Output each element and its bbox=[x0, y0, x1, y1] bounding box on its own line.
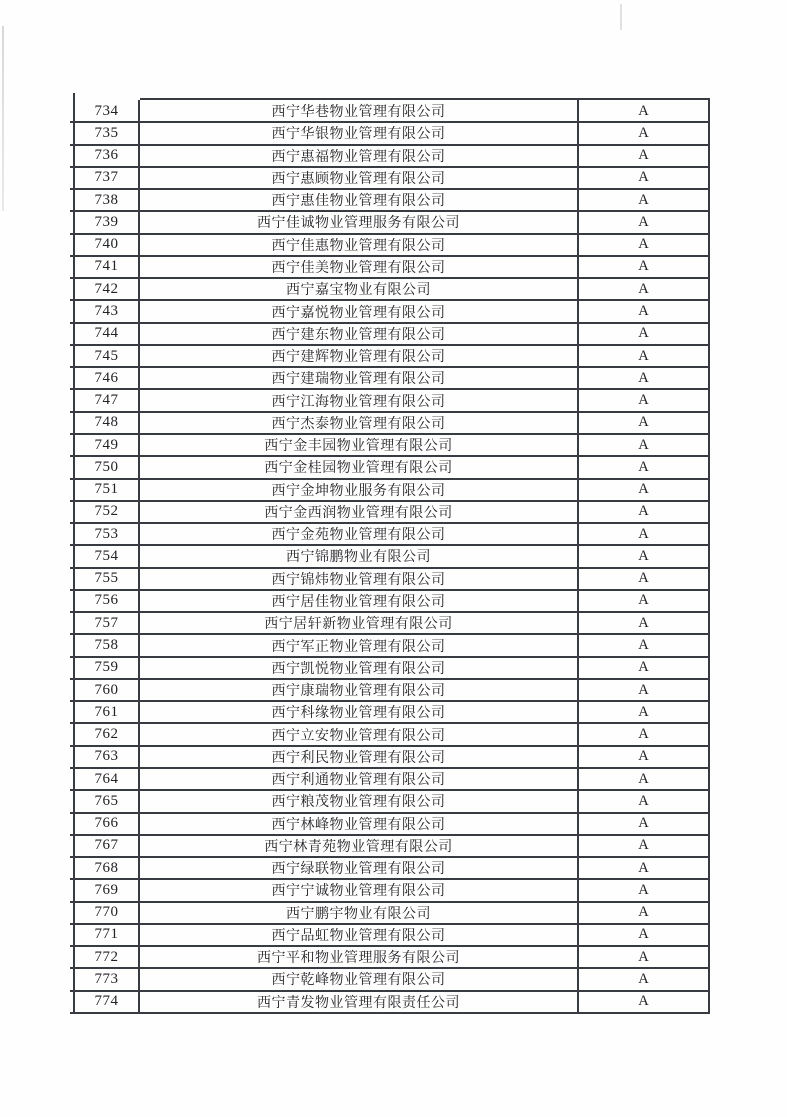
company-name: 西宁江海物业管理有限公司 bbox=[271, 394, 446, 410]
table-row bbox=[73, 100, 710, 122]
company-name: 西宁品虹物业管理有限公司 bbox=[271, 928, 446, 944]
grade-value: A bbox=[577, 122, 710, 144]
grade-value: A bbox=[577, 256, 710, 278]
table-rows bbox=[73, 100, 710, 1013]
company-name: 西宁佳美物业管理有限公司 bbox=[271, 260, 446, 276]
grade-value: A bbox=[577, 300, 710, 322]
row-number: 754 bbox=[73, 545, 140, 567]
grade-value: A bbox=[577, 768, 710, 790]
row-number: 738 bbox=[73, 189, 140, 211]
company-name: 西宁惠佳物业管理有限公司 bbox=[271, 194, 446, 210]
grade-value: A bbox=[577, 501, 710, 523]
grade-value: A bbox=[577, 612, 710, 634]
table-row bbox=[73, 145, 710, 167]
grade-value: A bbox=[577, 545, 710, 567]
grade-value: A bbox=[577, 145, 710, 167]
grade-value: A bbox=[577, 189, 710, 211]
company-name: 西宁鹏宇物业有限公司 bbox=[286, 906, 431, 922]
table-row bbox=[73, 189, 710, 211]
company-name: 西宁金坤物业服务有限公司 bbox=[271, 483, 446, 499]
row-number: 734 bbox=[73, 100, 140, 122]
company-name: 西宁金丰园物业管理有限公司 bbox=[264, 439, 453, 455]
row-number: 762 bbox=[73, 723, 140, 745]
table-row bbox=[73, 946, 710, 968]
company-name: 西宁建东物业管理有限公司 bbox=[271, 327, 446, 343]
table-row bbox=[73, 879, 710, 901]
company-name: 西宁乾峰物业管理有限公司 bbox=[271, 973, 446, 989]
grade-value: A bbox=[577, 924, 710, 946]
company-name: 西宁军正物业管理有限公司 bbox=[271, 639, 446, 655]
row-number: 741 bbox=[73, 256, 140, 278]
company-name: 西宁金苑物业管理有限公司 bbox=[271, 528, 446, 544]
company-name: 西宁粮茂物业管理有限公司 bbox=[271, 795, 446, 811]
company-name: 西宁金桂园物业管理有限公司 bbox=[264, 461, 453, 477]
table-row bbox=[73, 345, 710, 367]
row-number: 759 bbox=[73, 657, 140, 679]
table-row bbox=[73, 479, 710, 501]
company-name: 西宁绿联物业管理有限公司 bbox=[271, 862, 446, 878]
table-row bbox=[73, 456, 710, 478]
row-number: 766 bbox=[73, 813, 140, 835]
row-number: 737 bbox=[73, 167, 140, 189]
row-number: 760 bbox=[73, 679, 140, 701]
row-number: 745 bbox=[73, 345, 140, 367]
row-number: 772 bbox=[73, 946, 140, 968]
grade-value: A bbox=[577, 835, 710, 857]
row-number: 773 bbox=[73, 968, 140, 990]
row-number: 767 bbox=[73, 835, 140, 857]
company-name: 西宁建辉物业管理有限公司 bbox=[271, 350, 446, 366]
company-name: 西宁惠福物业管理有限公司 bbox=[271, 149, 446, 165]
row-number: 765 bbox=[73, 790, 140, 812]
table-row bbox=[73, 256, 710, 278]
company-name: 西宁林峰物业管理有限公司 bbox=[271, 817, 446, 833]
row-number: 748 bbox=[73, 412, 140, 434]
table-row bbox=[73, 122, 710, 144]
company-name: 西宁青发物业管理有限责任公司 bbox=[257, 995, 460, 1011]
table-row bbox=[73, 813, 710, 835]
grade-value: A bbox=[577, 367, 710, 389]
row-number: 751 bbox=[73, 479, 140, 501]
grade-value: A bbox=[577, 701, 710, 723]
table-row bbox=[73, 768, 710, 790]
row-number: 750 bbox=[73, 456, 140, 478]
grade-value: A bbox=[577, 211, 710, 233]
row-number: 756 bbox=[73, 590, 140, 612]
table-row bbox=[73, 323, 710, 345]
grade-value: A bbox=[577, 723, 710, 745]
table-row bbox=[73, 746, 710, 768]
table-row bbox=[73, 300, 710, 322]
company-name: 西宁利民物业管理有限公司 bbox=[271, 750, 446, 766]
table-row bbox=[73, 612, 710, 634]
grade-value: A bbox=[577, 590, 710, 612]
company-name: 西宁惠顾物业管理有限公司 bbox=[271, 171, 446, 187]
company-name: 西宁利通物业管理有限公司 bbox=[271, 773, 446, 789]
table-row bbox=[73, 167, 710, 189]
table-row bbox=[73, 657, 710, 679]
table-row bbox=[73, 389, 710, 411]
grade-value: A bbox=[577, 857, 710, 879]
company-name: 西宁佳惠物业管理有限公司 bbox=[271, 238, 446, 254]
row-number: 743 bbox=[73, 300, 140, 322]
grade-value: A bbox=[577, 746, 710, 768]
table-row bbox=[73, 278, 710, 300]
grade-value: A bbox=[577, 167, 710, 189]
table-row bbox=[73, 523, 710, 545]
row-number: 770 bbox=[73, 902, 140, 924]
grade-value: A bbox=[577, 879, 710, 901]
grade-value: A bbox=[577, 813, 710, 835]
table-row bbox=[73, 501, 710, 523]
row-number: 757 bbox=[73, 612, 140, 634]
company-name: 西宁凯悦物业管理有限公司 bbox=[271, 661, 446, 677]
table-row bbox=[73, 991, 710, 1013]
row-number: 771 bbox=[73, 924, 140, 946]
grade-value: A bbox=[577, 679, 710, 701]
table-row bbox=[73, 545, 710, 567]
grade-value: A bbox=[577, 568, 710, 590]
table-row bbox=[73, 902, 710, 924]
grade-value: A bbox=[577, 412, 710, 434]
table-row bbox=[73, 924, 710, 946]
company-name: 西宁锦鹏物业有限公司 bbox=[286, 550, 431, 566]
company-name: 西宁平和物业管理服务有限公司 bbox=[257, 951, 460, 967]
row-number: 746 bbox=[73, 367, 140, 389]
company-name: 西宁科缘物业管理有限公司 bbox=[271, 706, 446, 722]
table-row bbox=[73, 590, 710, 612]
row-number: 739 bbox=[73, 211, 140, 233]
grade-value: A bbox=[577, 479, 710, 501]
grade-value: A bbox=[577, 323, 710, 345]
company-name: 西宁居轩新物业管理有限公司 bbox=[264, 617, 453, 633]
table-row bbox=[73, 234, 710, 256]
row-number: 758 bbox=[73, 634, 140, 656]
row-number: 755 bbox=[73, 568, 140, 590]
scan-artifact-top-mark bbox=[620, 4, 622, 30]
grade-value: A bbox=[577, 946, 710, 968]
row-number: 753 bbox=[73, 523, 140, 545]
table-left-border-overhang bbox=[73, 93, 75, 100]
grade-value: A bbox=[577, 278, 710, 300]
table-row bbox=[73, 412, 710, 434]
table-row bbox=[73, 835, 710, 857]
row-number: 769 bbox=[73, 879, 140, 901]
grade-value: A bbox=[577, 456, 710, 478]
company-name: 西宁华巷物业管理有限公司 bbox=[271, 105, 446, 121]
row-number: 744 bbox=[73, 323, 140, 345]
grade-value: A bbox=[577, 902, 710, 924]
row-number: 740 bbox=[73, 234, 140, 256]
grade-value: A bbox=[577, 523, 710, 545]
grade-value: A bbox=[577, 345, 710, 367]
table-row bbox=[73, 968, 710, 990]
company-grade-table bbox=[73, 100, 710, 1013]
table-row bbox=[73, 679, 710, 701]
company-name: 西宁金西润物业管理有限公司 bbox=[264, 505, 453, 521]
company-name: 西宁锦炜物业管理有限公司 bbox=[271, 572, 446, 588]
table-row bbox=[73, 723, 710, 745]
grade-value: A bbox=[577, 234, 710, 256]
company-name: 西宁居佳物业管理有限公司 bbox=[271, 594, 446, 610]
grade-value: A bbox=[577, 100, 710, 122]
company-name: 西宁宁诚物业管理有限公司 bbox=[271, 884, 446, 900]
row-number: 736 bbox=[73, 145, 140, 167]
grade-value: A bbox=[577, 790, 710, 812]
row-number: 774 bbox=[73, 991, 140, 1013]
table-row bbox=[73, 701, 710, 723]
company-name: 西宁佳诚物业管理服务有限公司 bbox=[257, 216, 460, 232]
table-row bbox=[73, 434, 710, 456]
row-number: 761 bbox=[73, 701, 140, 723]
table-row bbox=[73, 211, 710, 233]
company-name: 西宁华银物业管理有限公司 bbox=[271, 127, 446, 143]
company-name: 西宁康瑞物业管理有限公司 bbox=[271, 684, 446, 700]
scan-artifact-left-edge bbox=[2, 26, 4, 211]
grade-value: A bbox=[577, 991, 710, 1013]
grade-value: A bbox=[577, 968, 710, 990]
row-number: 742 bbox=[73, 278, 140, 300]
company-name: 西宁杰泰物业管理有限公司 bbox=[271, 416, 446, 432]
table-row bbox=[73, 857, 710, 879]
company-name: 西宁林青苑物业管理有限公司 bbox=[264, 839, 453, 855]
row-number: 764 bbox=[73, 768, 140, 790]
row-number: 763 bbox=[73, 746, 140, 768]
table-row bbox=[73, 790, 710, 812]
table-row bbox=[73, 634, 710, 656]
company-name: 西宁立安物业管理有限公司 bbox=[271, 728, 446, 744]
grade-value: A bbox=[577, 434, 710, 456]
grade-value: A bbox=[577, 634, 710, 656]
company-name: 西宁嘉宝物业有限公司 bbox=[286, 283, 431, 299]
row-number: 735 bbox=[73, 122, 140, 144]
table-row bbox=[73, 568, 710, 590]
grade-value: A bbox=[577, 657, 710, 679]
company-name: 西宁建瑞物业管理有限公司 bbox=[271, 372, 446, 388]
row-number: 747 bbox=[73, 389, 140, 411]
company-name: 西宁嘉悦物业管理有限公司 bbox=[271, 305, 446, 321]
grade-value: A bbox=[577, 389, 710, 411]
row-number: 749 bbox=[73, 434, 140, 456]
row-number: 752 bbox=[73, 501, 140, 523]
row-number: 768 bbox=[73, 857, 140, 879]
table-row bbox=[73, 367, 710, 389]
